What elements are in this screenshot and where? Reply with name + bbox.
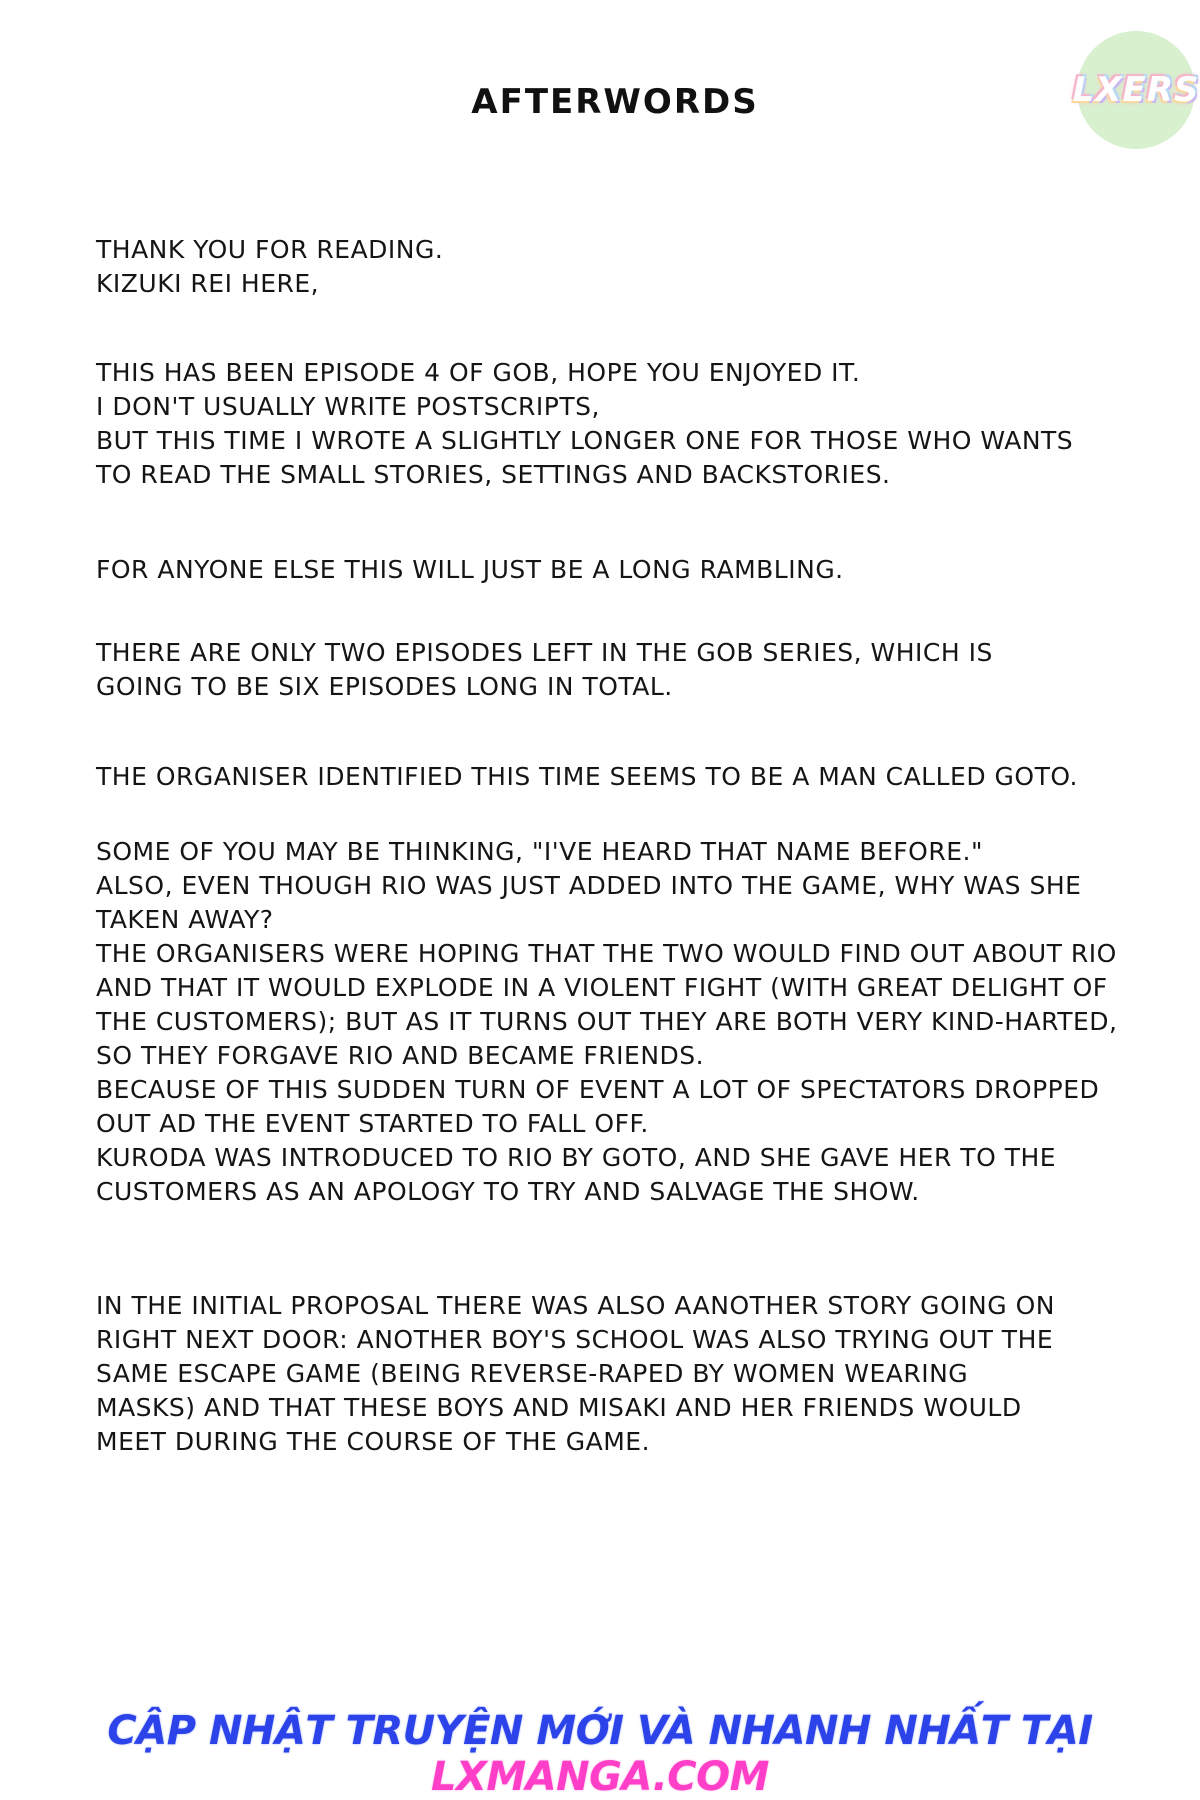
paragraph-organiser: THE ORGANISER IDENTIFIED THIS TIME SEEMS TO BE A MAN CALLED GOTO.: [96, 762, 1078, 791]
footer-banner: [0, 1708, 1200, 1800]
paragraph-goto-rio: SOME OF YOU MAY BE THINKING, "I'VE HEARD THAT NAME BEFORE." ALSO, EVEN THOUGH RIO WAS JUST ADDED INTO THE GAME, WHY WAS SHE TAKEN AWAY? THE ORGANISERS WERE HOPING THAT THE TWO WOULD FIND OUT ABOUT RIO AND THAT IT WOULD EXPLODE IN A VIOLENT FIGHT (WITH GREAT DELIGHT OF THE CUSTOMERS); BUT AS IT TURNS OUT THEY ARE BOTH VERY KIND-HARTED, SO THEY FORGAVE RIO AND BECAME FRIENDS. BECAUSE OF THIS SUDDEN TURN OF EVENT A LOT OF SPECTATORS DROPPED OUT AD THE EVENT STARTED TO FALL OFF. KURODA WAS INTRODUCED TO RIO BY GOTO, AND SHE GAVE HER TO THE CUSTOMERS AS AN APOLOGY TO TRY AND SALVAGE THE SHOW.: [96, 837, 1118, 1206]
paragraph-initial-proposal: IN THE INITIAL PROPOSAL THERE WAS ALSO AANOTHER STORY GOING ON RIGHT NEXT DOOR: ANOTHER BOY'S SCHOOL WAS ALSO TRYING OUT THE SAME ESCAPE GAME (BEING REVERSE-RAPED BY WOMEN WEARING MASKS) AND THAT THESE BOYS AND MISAKI AND HER FRIENDS WOULD MEET DURING THE COURSE OF THE GAME.: [96, 1291, 1055, 1456]
page-title: AFTERWORDS: [471, 82, 759, 122]
paragraph-greeting: THANK YOU FOR READING. KIZUKI REI HERE,: [96, 235, 444, 298]
paragraph-series: THERE ARE ONLY TWO EPISODES LEFT IN THE GOB SERIES, WHICH IS GOING TO BE SIX EPISODES LONG IN TOTAL.: [96, 638, 993, 701]
footer-site-link[interactable]: LXMANGA.COM: [431, 1754, 769, 1800]
footer-update-text: CẬP NHẬT TRUYỆN MỚI VÀ NHANH NHẤT TẠI: [107, 1708, 1093, 1754]
paragraph-episode: THIS HAS BEEN EPISODE 4 OF GOB, HOPE YOU ENJOYED IT. I DON'T USUALLY WRITE POSTSCRIPTS, BUT THIS TIME I WROTE A SLIGHTLY LONGER ONE FOR THOSE WHO WANTS TO READ THE SMALL STORIES, SETTINGS AND BACKSTORIES.: [96, 358, 1074, 489]
paragraph-rambling: FOR ANYONE ELSE THIS WILL JUST BE A LONG RAMBLING.: [96, 555, 844, 584]
logo-text: LXERS: [1072, 70, 1200, 110]
